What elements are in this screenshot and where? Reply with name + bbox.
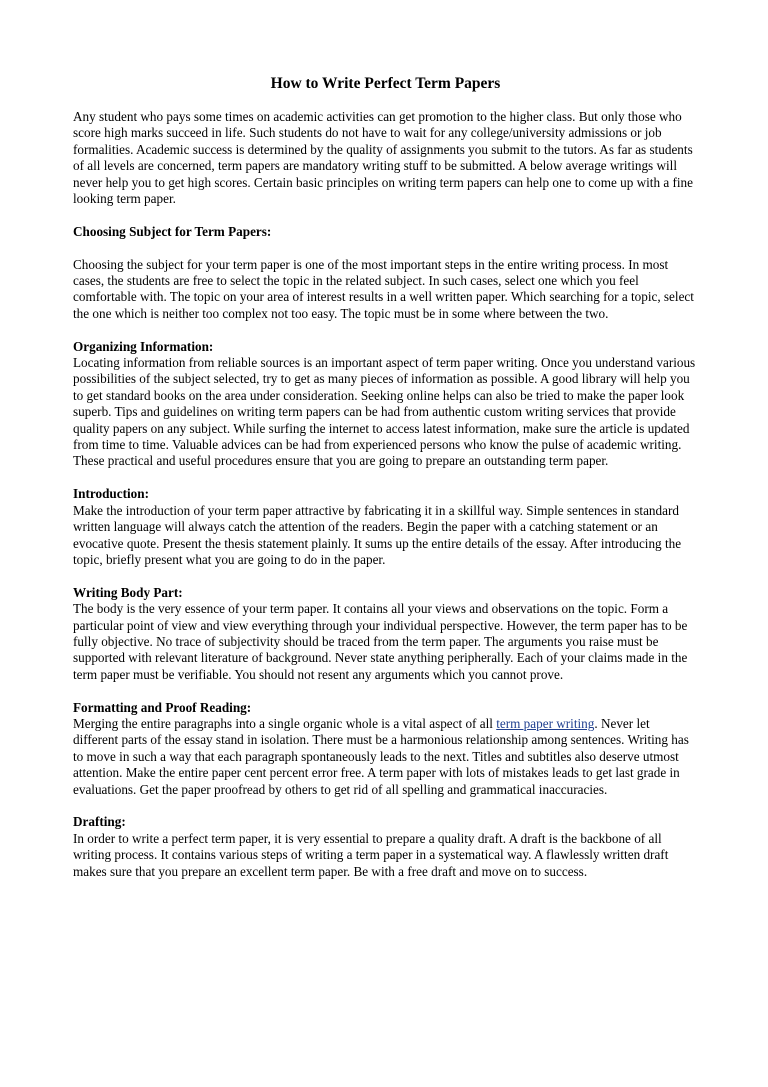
document-title: How to Write Perfect Term Papers xyxy=(270,75,501,92)
spacer xyxy=(73,470,698,486)
spacer xyxy=(73,798,698,814)
section-heading-formatting: Formatting and Proof Reading: xyxy=(73,699,252,715)
section-heading-writing-body: Writing Body Part: xyxy=(73,584,183,600)
section-body-organizing-information: Locating information from reliable sources is an important aspect of term paper writing. Once you understand various possibilities of the subject selected, try to get as many pieces of information as possible. A good library will help you to get standard books on the area under consideration. Seeking online helps can also be tried to make the paper look superb. Tips and guidelines on writing term papers can be had from authentic custom writing services that provide quality papers on any subject. While surfing the internet to access latest information, make sure the article is updated from time to time. Valuable advices can be had from experienced persons who know the pulse of academic writing. These practical and useful procedures ensure that you are going to prepare an outstanding term paper. xyxy=(73,355,696,469)
document-page xyxy=(73,74,698,880)
section-heading-choosing-subject: Choosing Subject for Term Papers: xyxy=(73,223,272,239)
spacer xyxy=(73,240,698,256)
section-heading-organizing-information: Organizing Information: xyxy=(73,338,214,354)
section-body-drafting: In order to write a perfect term paper, it is very essential to prepare a quality draft. A draft is the backbone of all writing process. It contains various steps of writing a term paper in a systematical way. A flawlessly written draft makes sure that you prepare an excellent term paper. Be with a free draft and move on to success. xyxy=(73,830,669,879)
formatting-text-before-link: Merging the entire paragraphs into a single organic whole is a vital aspect of all xyxy=(73,715,497,731)
section-heading-introduction: Introduction: xyxy=(73,486,149,502)
section-body-choosing-subject: Choosing the subject for your term paper is one of the most important steps in the entire writing process. In most cases, the students are free to select the topic in the related subject. In such cases, select one which you feel comfortable with. The topic on your area of interest results in a well written paper. Which searching for a topic, select the one which is neither too complex not too easy. The topic must be in some where between the two. xyxy=(73,256,694,321)
section-body-writing-body: The body is the very essence of your term paper. It contains all your views and observations on the topic. Form a particular point of view and view everything through your individual perspective. However, the term paper has to be fully objective. No trace of subjectivity should be traced from the term paper. The arguments you raise must be supported with relevant literature of background. Never state anything peripherally. Each of your claims made in the term paper must be verifiable. You should not resent any arguments which you cannot prove. xyxy=(73,601,688,682)
section-body-formatting xyxy=(73,716,698,798)
term-paper-writing-link[interactable]: term paper writing xyxy=(496,715,595,731)
spacer xyxy=(73,683,698,699)
section-body-introduction: Make the introduction of your term paper attractive by fabricating it in a skillful way. Simple sentences in standard written language will always catch the attention of the readers. Begin the paper with a catching statement or an evocative quote. Present the thesis statement plainly. It sums up the entire details of the essay. After introducing the topic, briefly present what you are going to do in the paper. xyxy=(73,502,682,567)
spacer xyxy=(73,207,698,223)
intro-paragraph: Any student who pays some times on academic activities can get promotion to the higher class. But only those who score high marks succeed in life. Such students do not have to wait for any college/university admissions or job formalities. Academic success is determined by the quality of assignments you submit to the tutors. As far as students of all levels are concerned, term papers are mandatory writing stuff to be submitted. A below average writings will never help you to get high scores. Certain basic principles on writing term papers can help one to come up with a fine looking term paper. xyxy=(73,109,693,207)
section-heading-drafting: Drafting: xyxy=(73,814,126,830)
spacer xyxy=(73,568,698,584)
formatting-text-after-link: . Never let different parts of the essay stand in isolation. There must be a harmonious relationship among sentences. Writing has to move in such a way that each paragraph spontaneously leads to the next. Titles and subtitles also deserve utmost attention. Make the entire paper cent percent error free. A term paper with lots of mistakes leads to get last grade in evaluations. Get the paper proofread by others to get rid of all spelling and grammatical inaccuracies. xyxy=(73,715,689,797)
spacer xyxy=(73,322,698,338)
